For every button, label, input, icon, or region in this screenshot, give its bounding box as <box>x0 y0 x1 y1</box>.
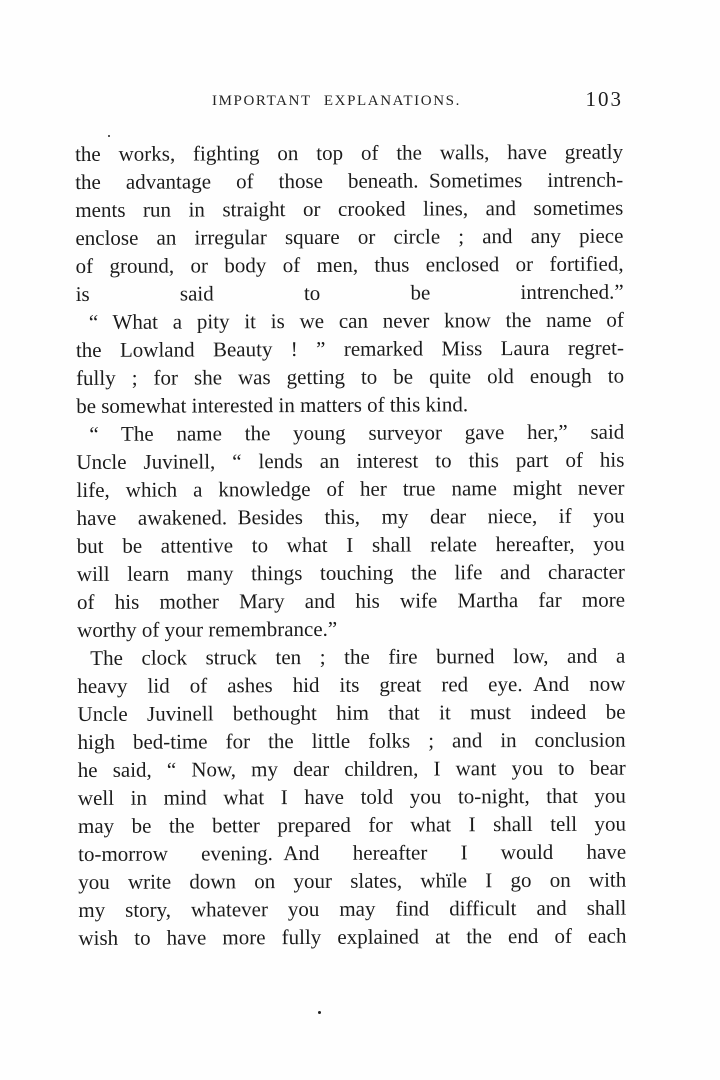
text-line: of ground, or body of men, thus enclosed or fortified, <box>75 251 624 278</box>
text-line: worthy of your remembrance.” <box>77 616 338 642</box>
text-line: “ The name the young surveyor gave her,” said <box>89 419 625 446</box>
text-line: the advantage of those beneath. Sometimes intrench- <box>75 167 624 194</box>
text-line: heavy lid of ashes hid its great red eye. And now <box>77 671 626 698</box>
text-line: may be the better prepared for what I shall tell you <box>77 811 627 838</box>
paragraph <box>77 642 626 952</box>
text-line: my story, whatever you may find difficult and shall <box>78 895 627 922</box>
text-line: wish to have more fully explained at the end of each <box>78 923 627 950</box>
ink-speck <box>318 1011 321 1014</box>
text-line: enclose an irregular square or circle ; and any piece <box>75 223 624 250</box>
text-line: Uncle Juvinell, “ lends an interest to this part of his <box>76 447 625 474</box>
text-line: fully ; for she was getting to be quite old enough to <box>75 363 625 390</box>
paragraph <box>76 306 624 420</box>
text-line: is said to be intrenched.” <box>75 279 624 306</box>
text-line: Uncle Juvinell bethought him that it must indeed be <box>77 699 626 726</box>
text-line: of his mother Mary and his wife Martha far more <box>76 587 626 614</box>
text-line: be somewhat interested in matters of this kind. <box>76 392 469 418</box>
ink-speck <box>108 135 110 137</box>
text-line: but be attentive to what I shall relate hereafter, you <box>76 531 625 558</box>
text-line: the Lowland Beauty ! ” remarked Miss Laura regret- <box>75 335 624 362</box>
text-line: have awakened. Besides this, my dear niece, if you <box>76 503 625 530</box>
running-head: IMPORTANT EXPLANATIONS. <box>212 93 461 109</box>
text-line: you write down on your slates, whïle I go on with <box>78 867 627 894</box>
text-line: the works, fighting on top of the walls, have greatly <box>75 139 624 166</box>
page-number: 103 <box>585 87 623 111</box>
text-line: well in mind what I have told you to-night, that you <box>77 783 626 810</box>
text-line: life, which a knowledge of her true name might never <box>76 475 625 502</box>
text-line: The clock struck ten ; the fire burned low, and a <box>90 643 626 670</box>
page-body <box>75 138 627 952</box>
text-line: high bed-time for the little folks ; and in conclusion <box>77 727 626 754</box>
text-line: “ What a pity it is we can never know the name of <box>88 307 624 334</box>
paragraph <box>76 418 625 644</box>
text-line: he said, “ Now, my dear children, I want you to bear <box>77 755 626 782</box>
text-line: will learn many things touching the life and character <box>76 559 625 586</box>
text-line: to-morrow evening. And hereafter I would have <box>78 839 627 866</box>
text-line: ments run in straight or crooked lines, and sometimes <box>75 195 624 222</box>
paragraph <box>75 138 624 308</box>
